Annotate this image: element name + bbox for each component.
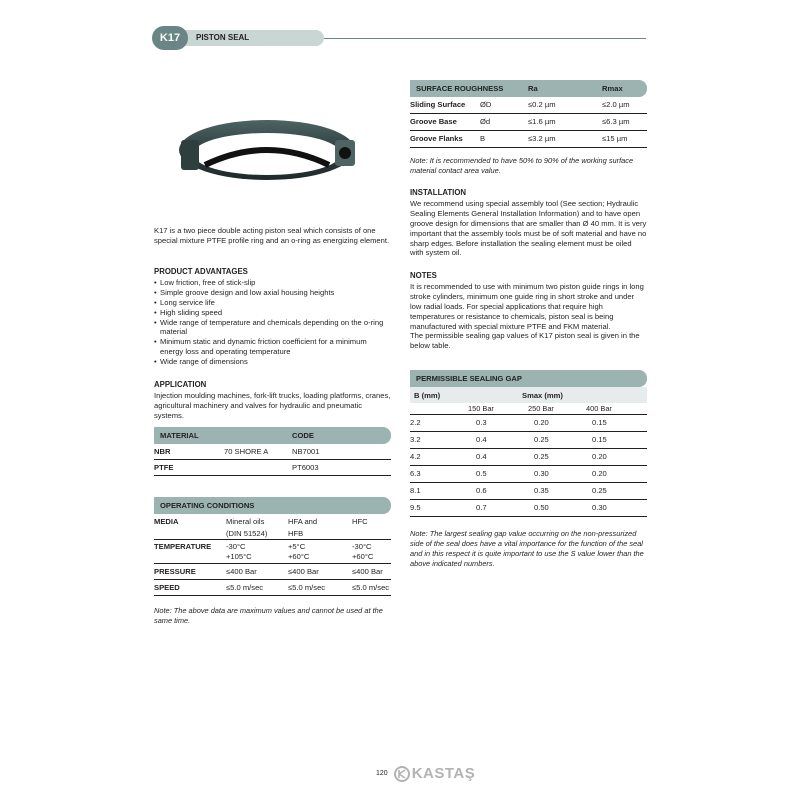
ra-col-header: Ra bbox=[528, 83, 538, 93]
notes-text: It is recommended to use with minimum two piston guide rings in long stroke cylinders, minimum one guide ring in short stroke and under low radial loads. For special applications that require high temperatures or resistance to chemicals, piston seal is being manufactured with special mixture PTFE and FKM material. bbox=[410, 282, 644, 331]
gap-250: 0.35 bbox=[534, 486, 549, 496]
gap-b: 3.2 bbox=[410, 435, 421, 445]
product-code-badge: K17 bbox=[152, 26, 188, 50]
material-table-header bbox=[154, 427, 391, 444]
smax-col-header: Smax (mm) bbox=[522, 391, 563, 400]
gap-250: 0.25 bbox=[534, 435, 549, 445]
page-number: 120 bbox=[376, 770, 388, 778]
pressure-c1: ≤400 Bar bbox=[226, 566, 257, 576]
ra-value: ≤0.2 µm bbox=[528, 100, 556, 110]
table-row bbox=[410, 114, 647, 131]
temperature-label: TEMPERATURE bbox=[154, 542, 212, 551]
media-c2a: HFA and bbox=[288, 517, 318, 526]
page-title: PISTON SEAL bbox=[174, 30, 324, 46]
advantage-item: • Low friction, free of stick-slip bbox=[154, 278, 391, 288]
gap-400: 0.15 bbox=[592, 435, 607, 445]
table-row bbox=[154, 444, 391, 460]
table-row bbox=[410, 97, 647, 114]
surface-symbol: ØD bbox=[480, 100, 492, 110]
intro-text: K17 is a two piece double acting piston seal which consists of one special mixture PTFE profile ring and an o-ring as energizing element. bbox=[154, 226, 390, 246]
gap-b: 9.5 bbox=[410, 503, 421, 513]
material-spec: 70 SHORE A bbox=[224, 446, 269, 456]
media-c3a: HFC bbox=[352, 517, 368, 526]
temp-c3a: -30°C bbox=[352, 542, 372, 551]
speed-label: SPEED bbox=[154, 582, 180, 592]
media-c1a: Mineral oils bbox=[226, 517, 265, 526]
media-label: MEDIA bbox=[154, 517, 179, 526]
advantage-item: • Wide range of dimensions bbox=[154, 357, 391, 367]
temp-c1b: +105°C bbox=[226, 552, 252, 561]
gap-b: 4.2 bbox=[410, 452, 421, 462]
material-name: PTFE bbox=[154, 462, 174, 472]
rmax-value: ≤2.0 µm bbox=[602, 100, 630, 110]
table-row bbox=[410, 483, 647, 500]
material-name: NBR bbox=[154, 446, 171, 456]
advantages-heading: PRODUCT ADVANTAGES bbox=[154, 267, 248, 276]
pressure-subheader bbox=[410, 403, 647, 415]
gap-250: 0.20 bbox=[534, 418, 549, 428]
speed-c2: ≤5.0 m/sec bbox=[288, 582, 326, 592]
header-rule bbox=[324, 38, 646, 39]
installation-section bbox=[410, 188, 647, 258]
table-row bbox=[154, 580, 391, 596]
operating-table-header bbox=[154, 497, 391, 514]
surface-name: Groove Base bbox=[410, 117, 457, 127]
speed-c1: ≤5.0 m/sec bbox=[226, 582, 264, 592]
code-col-header: CODE bbox=[292, 430, 314, 440]
b-col-header: B (mm) bbox=[414, 391, 441, 400]
gap-400: 0.25 bbox=[592, 486, 607, 496]
page-footer bbox=[376, 764, 475, 784]
rmax-value: ≤6.3 µm bbox=[602, 117, 630, 127]
roughness-heading: SURFACE ROUGHNESS bbox=[416, 83, 504, 93]
installation-heading: INSTALLATION bbox=[410, 188, 467, 197]
gap-note: Note: The largest sealing gap value occurring on the non-pressurized side of the seal does have a vital importance for the function of the seal and in this respect it is quite important to use the S value lower than the above indicated numbers. bbox=[410, 529, 644, 568]
material-table bbox=[154, 427, 391, 476]
material-col-header: MATERIAL bbox=[160, 430, 199, 440]
notes-section bbox=[410, 271, 647, 351]
pressure-250: 250 Bar bbox=[528, 404, 554, 413]
surface-roughness-table bbox=[410, 80, 647, 176]
gap-400: 0.15 bbox=[592, 418, 607, 428]
pressure-c2: ≤400 Bar bbox=[288, 566, 319, 576]
gap-table-header bbox=[410, 370, 647, 387]
installation-text: We recommend using special assembly tool (See section; Hydraulic Sealing Elements General Installation Information) and to have open groove design for dimensions that are smaller than Ø 40 mm. It is very important that the assembly tools must be of soft material and have no sharp edges. Before installation the sealing element must be oiled with system oil. bbox=[410, 199, 647, 258]
roughness-table-header bbox=[410, 80, 647, 97]
table-row bbox=[410, 466, 647, 483]
gap-subheader bbox=[410, 387, 647, 403]
table-row bbox=[154, 460, 391, 476]
table-row bbox=[410, 131, 647, 148]
gap-150: 0.4 bbox=[476, 452, 487, 462]
rmax-col-header: Rmax bbox=[602, 83, 623, 93]
pressure-label: PRESSURE bbox=[154, 566, 196, 576]
table-row bbox=[154, 564, 391, 580]
ra-value: ≤3.2 µm bbox=[528, 134, 556, 144]
brand-logo bbox=[394, 764, 476, 784]
operating-heading: OPERATING CONDITIONS bbox=[160, 500, 255, 510]
table-row bbox=[154, 540, 391, 564]
product-advantages bbox=[154, 267, 391, 367]
media-c2b: HFB bbox=[288, 529, 304, 538]
material-code: PT6003 bbox=[292, 462, 319, 472]
table-row bbox=[410, 432, 647, 449]
kastas-logo-icon bbox=[394, 766, 410, 782]
roughness-note: Note: It is recommended to have 50% to 90% of the working surface material contact area value. bbox=[410, 156, 634, 175]
advantage-item: • Long service life bbox=[154, 298, 391, 308]
table-row bbox=[410, 500, 647, 517]
gap-400: 0.20 bbox=[592, 469, 607, 479]
temp-c3b: +60°C bbox=[352, 552, 374, 561]
table-row bbox=[410, 415, 647, 432]
gap-150: 0.5 bbox=[476, 469, 487, 479]
operating-conditions-table bbox=[154, 497, 391, 626]
advantage-item: • High sliding speed bbox=[154, 308, 391, 318]
media-c1b: (DIN 51524) bbox=[226, 529, 268, 538]
pressure-c3: ≤400 Bar bbox=[352, 566, 383, 576]
gap-150: 0.7 bbox=[476, 503, 487, 513]
material-code: NB7001 bbox=[292, 446, 320, 456]
surface-name: Sliding Surface bbox=[410, 100, 466, 110]
gap-250: 0.50 bbox=[534, 503, 549, 513]
gap-b: 8.1 bbox=[410, 486, 421, 496]
gap-150: 0.3 bbox=[476, 418, 487, 428]
operating-note: Note: The above data are maximum values and cannot be used at the same time. bbox=[154, 606, 383, 625]
table-row bbox=[410, 449, 647, 466]
gap-400: 0.30 bbox=[592, 503, 607, 513]
advantage-item: • Wide range of temperature and chemicals depending on the o-ring material bbox=[154, 318, 391, 338]
advantage-item: • Minimum static and dynamic friction coefficient for a minimum energy loss and operating temperature bbox=[154, 337, 391, 357]
rmax-value: ≤15 µm bbox=[602, 134, 628, 144]
piston-seal-image bbox=[175, 110, 360, 190]
advantage-item: • Simple groove design and low axial housing heights bbox=[154, 288, 391, 298]
gap-b: 6.3 bbox=[410, 469, 421, 479]
pressure-400: 400 Bar bbox=[586, 404, 612, 413]
table-row bbox=[154, 514, 391, 540]
application-section bbox=[154, 380, 391, 421]
surface-name: Groove Flanks bbox=[410, 134, 463, 144]
temp-c2b: +60°C bbox=[288, 552, 310, 561]
gap-250: 0.30 bbox=[534, 469, 549, 479]
gap-250: 0.25 bbox=[534, 452, 549, 462]
surface-symbol: Ød bbox=[480, 117, 491, 127]
pressure-150: 150 Bar bbox=[468, 404, 494, 413]
gap-400: 0.20 bbox=[592, 452, 607, 462]
gap-150: 0.4 bbox=[476, 435, 487, 445]
speed-c3: ≤5.0 m/sec bbox=[352, 582, 390, 592]
ra-value: ≤1.6 µm bbox=[528, 117, 556, 127]
gap-heading: PERMISSIBLE SEALING GAP bbox=[416, 373, 522, 383]
temp-c2a: +5°C bbox=[288, 542, 306, 551]
brand-name: KASTAŞ bbox=[411, 765, 476, 782]
gap-b: 2.2 bbox=[410, 418, 421, 428]
notes-heading: NOTES bbox=[410, 271, 437, 280]
application-text: Injection moulding machines, fork-lift trucks, loading platforms, cranes, agricultural machinery and valves for hydraulic and pneumatic systems. bbox=[154, 391, 391, 420]
surface-symbol: B bbox=[480, 134, 486, 144]
gap-150: 0.6 bbox=[476, 486, 487, 496]
notes-text-2: The permissible sealing gap values of K17 piston seal is given in the below table. bbox=[410, 331, 640, 351]
sealing-gap-table bbox=[410, 370, 647, 569]
application-heading: APPLICATION bbox=[154, 380, 207, 389]
temp-c1a: -30°C bbox=[226, 542, 246, 551]
